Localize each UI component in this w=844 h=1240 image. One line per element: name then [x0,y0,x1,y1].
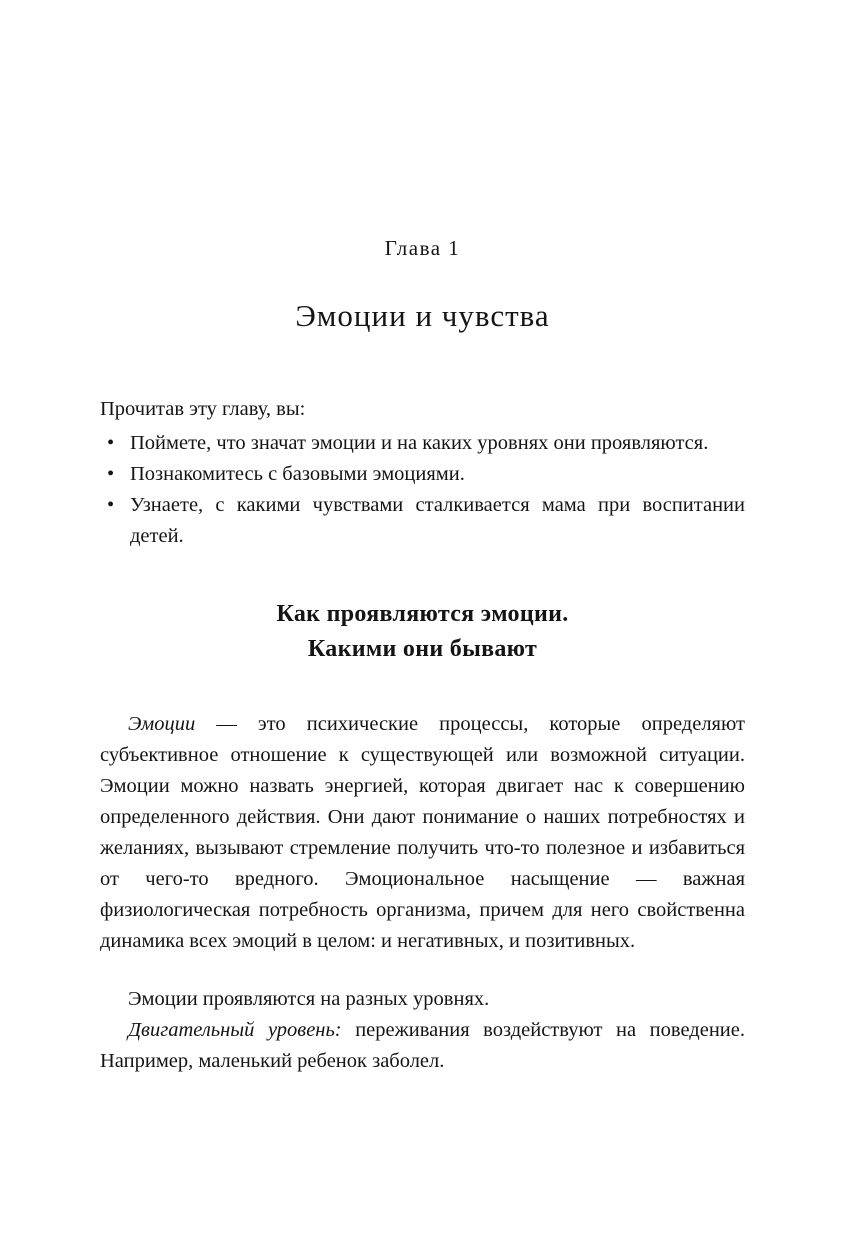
paragraph-emotions-definition [100,709,745,957]
section-heading-line1: Как проявляются эмоции. [276,601,569,627]
bullet-list [100,428,745,552]
chapter-label: Глава 1 [384,236,461,260]
paragraph-levels-intro: Эмоции проявляются на разных уровнях. [128,988,490,1010]
section-heading-line2: Какими они бывают [307,636,538,662]
bullet-text: Узнаете, с какими чувствами сталкивается мама при воспитании детей. [130,494,745,547]
bullet-icon: • [107,463,115,485]
section-heading [100,597,745,667]
chapter-title: Эмоции и чувства [295,298,550,333]
bullet-icon: • [107,494,115,516]
paragraph-lead-term: Двигательный уровень: [128,1019,342,1041]
bullet-text: Познакомитесь с базовыми эмоциями. [130,463,465,485]
bullet-item [100,459,745,490]
paragraph-lead-word: Эмоции [128,713,196,735]
paragraph-text: переживания воздействуют на поведение. Например, маленький ребенок заболел. [100,1019,745,1072]
bullet-text: Поймете, что значат эмоции и на каких уровнях они проявляются. [130,432,709,454]
bullet-item [100,428,745,459]
paragraph-motor-level [100,1015,745,1077]
bullet-item [100,490,745,552]
intro-line: Прочитав эту главу, вы: [100,398,306,420]
bullet-icon: • [107,432,115,454]
paragraph-text: — это психические процессы, которые определяют субъективное отношение к существующей или возможной ситуации. Эмоции можно назвать энергией, которая двигает нас к совершению определенного действия. Они дают понимание о наших потребностях и желаниях, вызывают стремление получить что-то полезное и избавиться от чего-то вредного. Эмоциональное насыщение — важная физиологическая потребность организма, причем для него свойственна динамика всех эмоций в целом: и негативных, и позитивных. [100,713,745,952]
